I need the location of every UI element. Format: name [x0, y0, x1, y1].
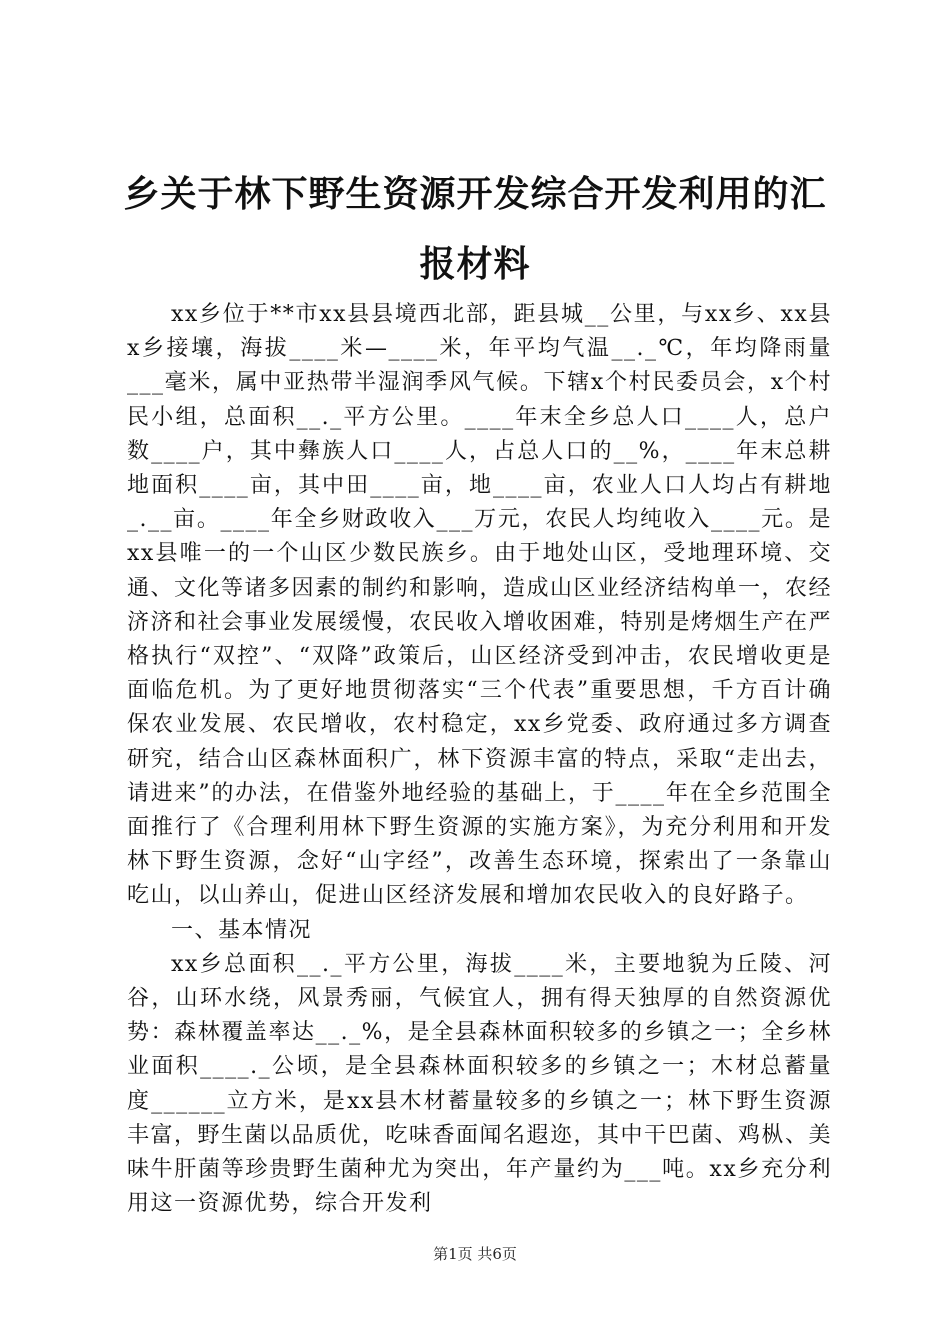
page-number-footer: 第1页 共6页: [433, 1245, 517, 1263]
document-body: [127, 298, 832, 1221]
intro-paragraph: xx乡位于**市xx县县境西北部，距县城__公里，与xx乡、xx县x乡接壤，海拔____米—____米，年平均气温__._℃，年均降雨量___毫米，属中亚热带半湿润季风气候。下辖x个村民委员会，x个村民小组，总面积__._平方公里。____年末全乡总人口____人，总户数____户，其中彝族人口____人，占总人口的__%，____年末总耕地面积____亩，其中田____亩，地____亩，农业人口人均占有耕地_.__亩。____年全乡财政收入___万元，农民人均纯收入____元。是xx县唯一的一个山区少数民族乡。由于地处山区，受地理环境、交通、文化等诸多因素的制约和影响，造成山区业经济结构单一，农经济济和社会事业发展缓慢，农民收入增收困难，特别是烤烟生产在严格执行“双控”、“双降”政策后，山区经济受到冲击，农民增收更是面临危机。为了更好地贯彻落实“三个代表”重要思想，千方百计确保农业发展、农民增收，农村稳定，xx乡党委、政府通过多方调查研究，结合山区森林面积广，林下资源丰富的特点，采取“走出去，请进来”的办法，在借鉴外地经验的基础上，于____年在全乡范围全面推行了《合理利用林下野生资源的实施方案》，为充分利用和开发林下野生资源，念好“山字经”，改善生态环境，探索出了一条靠山吃山，以山养山，促进山区经济发展和增加农民收入的良好路子。: [127, 302, 833, 909]
section-heading-basic-situation: 一、基本情况: [171, 917, 313, 943]
document-title: 乡关于林下野生资源开发综合开发利用的汇报材料: [123, 174, 827, 285]
basic-situation-paragraph: xx乡总面积__._平方公里，海拔____米，主要地貌为丘陵、河谷，山环水绕，风景秀丽，气候宜人，拥有得天独厚的自然资源优势：森林覆盖率达__._%，是全县森林面积较多的乡镇之一；全乡林业面积____._公顷，是全县森林面积较多的乡镇之一；木材总蓄量度______立方米，是xx县木材蓄量较多的乡镇之一；林下野生资源丰富，野生菌以品质优，吃味香面闻名遐迩，其中干巴菌、鸡枞、美味牛肝菌等珍贵野生菌种尤为突出，年产量约为___吨。xx乡充分利用这一资源优势，综合开发利: [127, 951, 833, 1217]
